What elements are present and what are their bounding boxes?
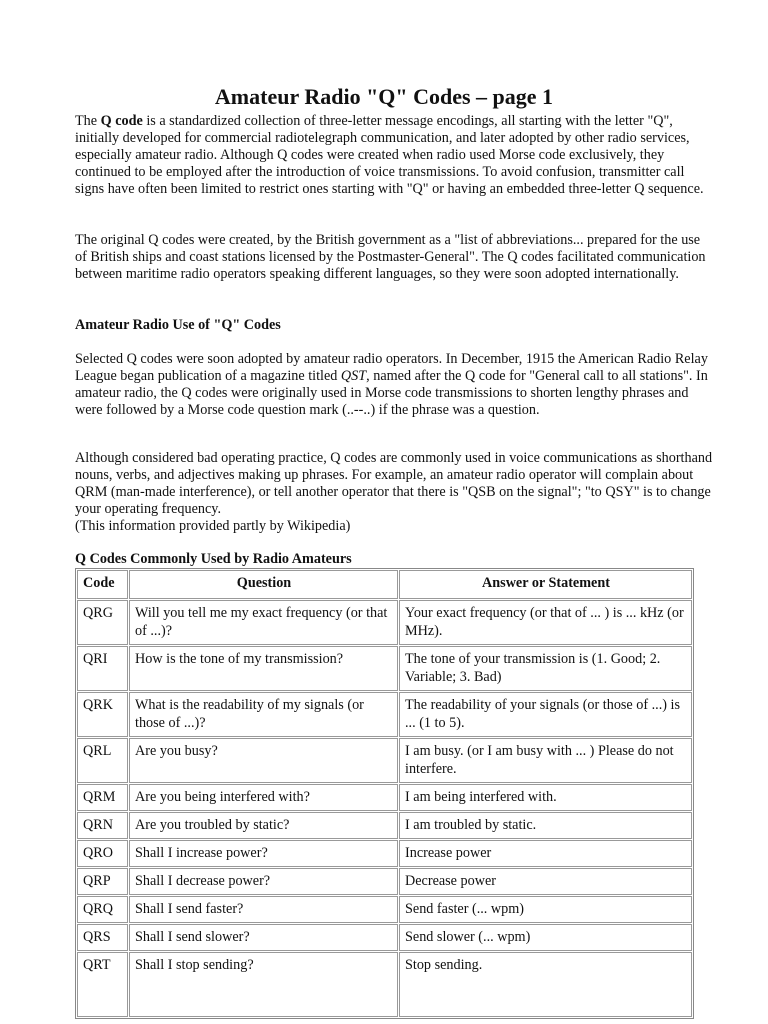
cell-code: QRI bbox=[77, 646, 128, 691]
table-row bbox=[77, 692, 692, 737]
cell-code: QRP bbox=[77, 868, 128, 895]
cell-code: QRM bbox=[77, 784, 128, 811]
magazine-title: QST bbox=[340, 368, 367, 384]
cell-question: How is the tone of my transmission? bbox=[129, 646, 398, 691]
table-row bbox=[77, 600, 692, 645]
table-title: Q Codes Commonly Used by Radio Amateurs bbox=[75, 551, 352, 567]
table-row bbox=[77, 868, 692, 895]
table-row bbox=[77, 896, 692, 923]
cell-answer: The readability of your signals (or those of ...) is ... (1 to 5). bbox=[399, 692, 692, 737]
cell-code: QRL bbox=[77, 738, 128, 783]
section-heading: Amateur Radio Use of "Q" Codes bbox=[75, 317, 281, 333]
cell-question: Shall I decrease power? bbox=[129, 868, 398, 895]
text: is a standardized collection of three-letter message encodings, all starting with the letter "Q", initially developed for commercial radiotelegraph communication, and later adopted by other radio services, especially amateur radio. Although Q codes were created when radio used Morse code exclusively, they continued to be employed after the introduction of voice transmissions. To avoid confusion, transmitter call signs have often been limited to restrict ones starting with "Q" or having an embedded three-letter Q sequence. bbox=[75, 113, 704, 197]
header-answer: Answer or Statement bbox=[399, 570, 692, 599]
table-row bbox=[77, 952, 692, 1017]
cell-code: QRO bbox=[77, 840, 128, 867]
table-row bbox=[77, 784, 692, 811]
table-header-row bbox=[77, 570, 692, 599]
cell-answer: I am busy. (or I am busy with ... ) Please do not interfere. bbox=[399, 738, 692, 783]
cell-code: QRG bbox=[77, 600, 128, 645]
text: Selected Q codes were soon adopted by amateur radio operators. In December, 1915 the American Radio Relay League began publication of a magazine titled bbox=[75, 351, 708, 384]
cell-answer: Your exact frequency (or that of ... ) is ... kHz (or MHz). bbox=[399, 600, 692, 645]
cell-code: QRN bbox=[77, 812, 128, 839]
cell-question: Shall I send faster? bbox=[129, 896, 398, 923]
intro-paragraph bbox=[75, 113, 715, 198]
cell-answer: Increase power bbox=[399, 840, 692, 867]
term: Q code bbox=[100, 113, 143, 129]
cell-question: Shall I stop sending? bbox=[129, 952, 398, 1017]
amateur-use-paragraph bbox=[75, 351, 715, 419]
cell-answer: Stop sending. bbox=[399, 952, 692, 1017]
cell-question: Will you tell me my exact frequency (or that of ...)? bbox=[129, 600, 398, 645]
q-codes-table bbox=[75, 568, 694, 1019]
attribution: (This information provided partly by Wikipedia) bbox=[75, 518, 351, 534]
cell-question: Are you being interfered with? bbox=[129, 784, 398, 811]
cell-question: What is the readability of my signals (or those of ...)? bbox=[129, 692, 398, 737]
cell-answer: The tone of your transmission is (1. Good; 2. Variable; 3. Bad) bbox=[399, 646, 692, 691]
cell-question: Are you busy? bbox=[129, 738, 398, 783]
cell-answer: I am being interfered with. bbox=[399, 784, 692, 811]
cell-question: Shall I increase power? bbox=[129, 840, 398, 867]
text: Although considered bad operating practice, Q codes are commonly used in voice communications as shorthand nouns, verbs, and adjectives making up phrases. For example, an amateur radio operator will complain about QRM (man-made interference), or tell another operator that there is "QSB on the signal"; "to QSY" is to change your operating frequency. bbox=[75, 450, 713, 517]
cell-answer: I am troubled by static. bbox=[399, 812, 692, 839]
text: The bbox=[75, 113, 101, 129]
table-row bbox=[77, 924, 692, 951]
cell-question: Are you troubled by static? bbox=[129, 812, 398, 839]
cell-code: QRS bbox=[77, 924, 128, 951]
cell-code: QRK bbox=[77, 692, 128, 737]
header-code: Code bbox=[77, 570, 128, 599]
table-row bbox=[77, 738, 692, 783]
header-question: Question bbox=[129, 570, 398, 599]
text: , named after the Q code for "General call to all stations". In amateur radio, the Q codes were originally used in Morse code transmissions to shorten lengthy phrases and were followed by a Morse code question mark (..--..) if the phrase was a question. bbox=[75, 368, 708, 418]
cell-question: Shall I send slower? bbox=[129, 924, 398, 951]
page-title: Amateur Radio "Q" Codes – page 1 bbox=[214, 84, 554, 109]
cell-answer: Decrease power bbox=[399, 868, 692, 895]
cell-answer: Send faster (... wpm) bbox=[399, 896, 692, 923]
cell-answer: Send slower (... wpm) bbox=[399, 924, 692, 951]
usage-paragraph bbox=[75, 450, 715, 535]
table-row bbox=[77, 646, 692, 691]
cell-code: QRQ bbox=[77, 896, 128, 923]
history-paragraph: The original Q codes were created, by the British government as a "list of abbreviations... prepared for the use of British ships and coast stations licensed by the Postmaster-General". The Q codes facilitated communication between maritime radio operators speaking different languages, so they were soon adopted internationally. bbox=[75, 232, 706, 282]
table-row bbox=[77, 812, 692, 839]
cell-code: QRT bbox=[77, 952, 128, 1017]
table-row bbox=[77, 840, 692, 867]
